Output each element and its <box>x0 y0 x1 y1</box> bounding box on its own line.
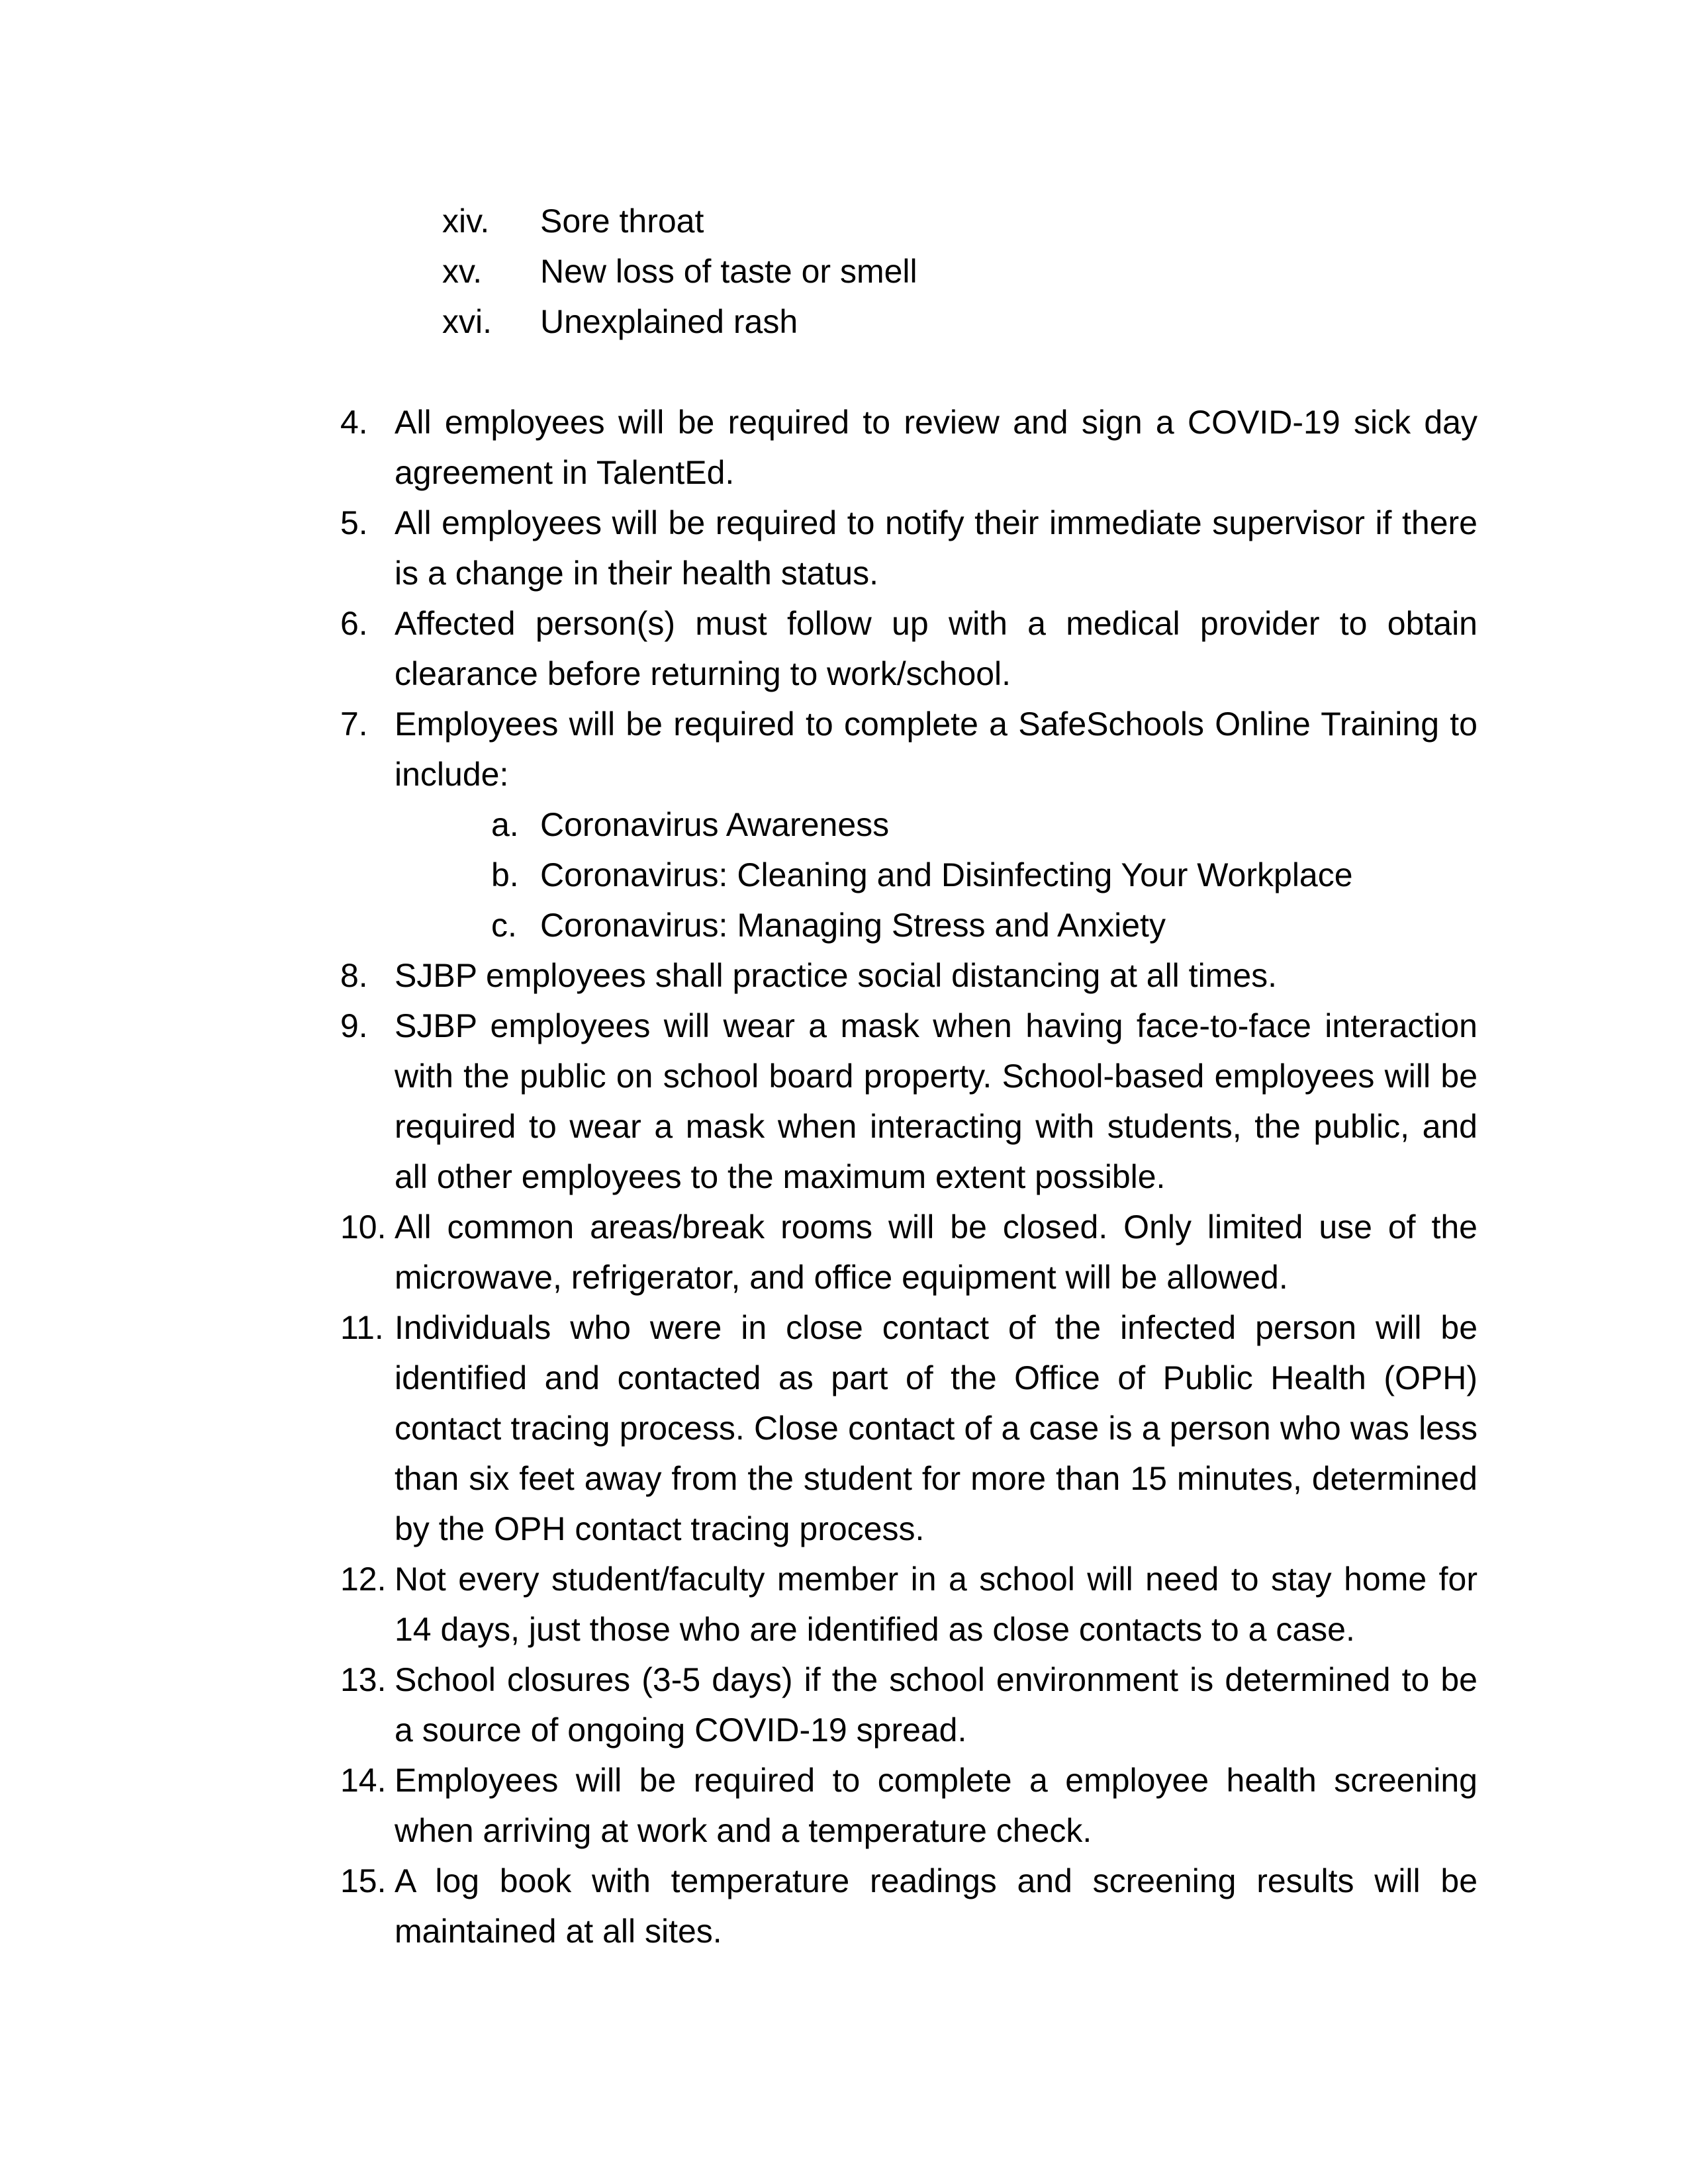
protocol-number: 8. <box>340 957 368 994</box>
protocol-number: 14. <box>340 1762 387 1799</box>
protocol-number: 11. <box>340 1309 384 1346</box>
protocol-text: SJBP employees shall practice social distancing at all times. <box>395 957 1278 994</box>
protocol-list <box>0 397 1688 1956</box>
training-letter: a. <box>491 806 519 843</box>
protocol-item <box>0 1302 1688 1554</box>
protocol-text: School closures (3-5 days) if the school environment is determined to be a source of ongoing COVID-19 spread. <box>395 1661 1477 1749</box>
protocol-number: 7. <box>340 705 368 743</box>
symptom-text: Sore throat <box>540 203 704 240</box>
protocol-text: Individuals who were in close contact of the infected person will be identified and contacted as part of the Office of Public Health (OPH) contact tracing process. Close contact of a case is a person who was less than six feet away from the student for more than 15 minutes, determined by the OPH contact tracing process. <box>395 1309 1477 1547</box>
symptom-item <box>0 296 1688 347</box>
training-letter: c. <box>491 907 517 944</box>
symptom-text: Unexplained rash <box>540 303 798 340</box>
protocol-text: All common areas/break rooms will be closed. Only limited use of the microwave, refrigerator, and office equipment will be allowed. <box>395 1208 1477 1296</box>
protocol-text: A log book with temperature readings and screening results will be maintained at all sites. <box>395 1862 1477 1950</box>
protocol-text: SJBP employees will wear a mask when having face-to-face interaction with the public on school board property. School-based employees will be required to wear a mask when interacting with students, the public, and all other employees to the maximum extent possible. <box>395 1007 1477 1195</box>
protocol-item <box>0 699 1688 950</box>
protocol-number: 4. <box>340 404 368 441</box>
protocol-text: Not every student/faculty member in a school will need to stay home for 14 days, just those who are identified as close contacts to a case. <box>395 1561 1477 1648</box>
training-text: Coronavirus Awareness <box>540 806 890 843</box>
protocol-text: All employees will be required to review and sign a COVID-19 sick day agreement in TalentEd. <box>395 404 1477 491</box>
protocol-item <box>0 1856 1688 1956</box>
symptom-item <box>0 246 1688 296</box>
training-list <box>0 799 1688 950</box>
symptom-list <box>0 196 1688 347</box>
symptom-number: xv. <box>442 253 483 290</box>
protocol-item <box>0 498 1688 598</box>
protocol-number: 9. <box>340 1007 368 1044</box>
protocol-item <box>0 1554 1688 1655</box>
protocol-item <box>0 598 1688 699</box>
symptom-item <box>0 196 1688 246</box>
protocol-item <box>0 1202 1688 1302</box>
protocol-item <box>0 397 1688 498</box>
training-item <box>0 900 1688 950</box>
protocol-text: All employees will be required to notify their immediate supervisor if there is a change in their health status. <box>395 504 1477 592</box>
protocol-text: Affected person(s) must follow up with a medical provider to obtain clearance before returning to work/school. <box>395 605 1477 692</box>
protocol-number: 15. <box>340 1862 387 1899</box>
training-item <box>0 799 1688 850</box>
protocol-number: 10. <box>340 1208 387 1246</box>
protocol-text: Employees will be required to complete a employee health screening when arriving at work and a temperature check. <box>395 1762 1477 1849</box>
training-text: Coronavirus: Cleaning and Disinfecting Your Workplace <box>540 856 1353 893</box>
training-item <box>0 850 1688 900</box>
training-letter: b. <box>491 856 519 893</box>
protocol-item <box>0 950 1688 1001</box>
symptom-number: xvi. <box>442 303 492 340</box>
protocol-number: 13. <box>340 1661 387 1698</box>
training-text: Coronavirus: Managing Stress and Anxiety <box>540 907 1166 944</box>
protocol-number: 5. <box>340 504 368 541</box>
protocol-number: 6. <box>340 605 368 642</box>
protocol-number: 12. <box>340 1561 387 1598</box>
symptom-number: xiv. <box>442 203 490 240</box>
protocol-text: Employees will be required to complete a SafeSchools Online Training to include: <box>395 705 1477 793</box>
protocol-item <box>0 1755 1688 1856</box>
protocol-item <box>0 1655 1688 1755</box>
protocol-item <box>0 1001 1688 1202</box>
symptom-text: New loss of taste or smell <box>540 253 917 290</box>
